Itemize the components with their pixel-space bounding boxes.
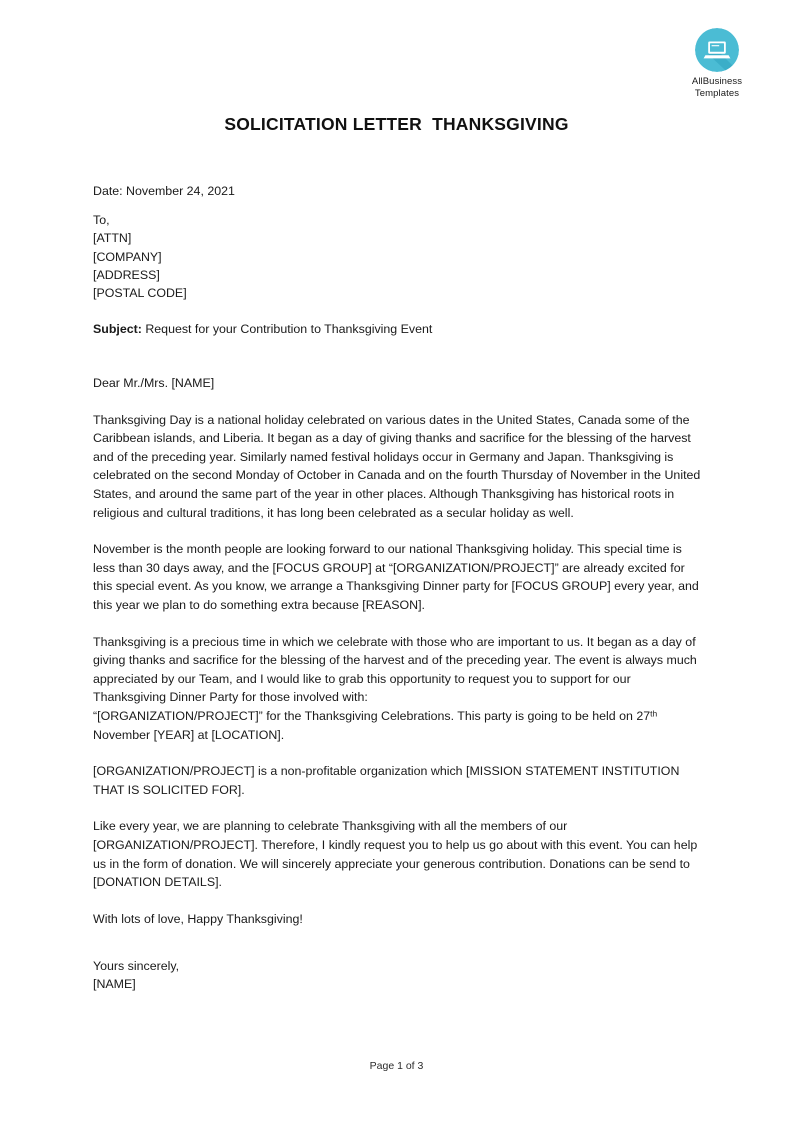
recipient-company: [COMPANY]	[93, 249, 162, 264]
spacer	[93, 393, 701, 411]
paragraph-4: [ORGANIZATION/PROJECT] is a non-profitable organization which [MISSION STATEMENT INSTITUTION THAT IS SOLICITED FOR].	[93, 764, 680, 797]
signoff: Yours sincerely,	[93, 958, 180, 973]
recipient-to: To,	[93, 213, 110, 228]
paragraph-3-part-1: Thanksgiving is a precious time in which we celebrate with those who are important to us. It began as a day of giving thanks and sacrifice for the blessing of the harvest and of the preceding year. The event is always much appreciated by our Team, and I would like to grab this opportunity to request you to support for our Thanksgiving Dinner Party for those involved with:	[93, 634, 697, 705]
paragraph-1: Thanksgiving Day is a national holiday celebrated on various dates in the United States, Canada some of the Caribbean islands, and Liberia. It began as a day of giving thanks and sacrifice for the blessing of the harvest and of the preceding year. Similarly named festival holidays occur in Germany and Japan. Thanksgiving is celebrated on the second Monday of October in Canada and on the fourth Thursday of November in the United States, and around the same part of the year in other places. Although Thanksgiving has historical roots in religious and cultural traditions, it has long been celebrated as a secular holiday as well.	[93, 412, 701, 520]
signoff-name: [NAME]	[93, 977, 136, 992]
spacer	[93, 615, 701, 633]
brand-name	[671, 76, 763, 99]
brand-logo	[671, 28, 763, 99]
closing-wish: With lots of love, Happy Thanksgiving!	[93, 911, 303, 926]
spacer	[93, 928, 701, 957]
paragraph-3-part-2b: November [YEAR] at [LOCATION].	[93, 727, 285, 742]
date-line: Date: November 24, 2021	[93, 184, 235, 198]
paragraph-5: Like every year, we are planning to celebrate Thanksgiving with all the members of our [ORGANIZATION/PROJECT]. Therefore, I kindly request you to help us go about with this event. You can help us in the form of donation. We will sincerely appreciate your generous contribution. Donations can be send to [DONATION DETAILS].	[93, 819, 698, 890]
spacer	[93, 522, 701, 540]
brand-name-line1: AllBusiness	[691, 76, 743, 87]
page-title: SOLICITATION LETTER THANKSGIVING	[224, 114, 569, 134]
spacer	[93, 338, 701, 374]
laptop-icon	[695, 28, 739, 72]
spacer	[93, 799, 701, 817]
salutation: Dear Mr./Mrs. [NAME]	[93, 376, 215, 391]
ordinal-suffix: th	[650, 708, 658, 719]
paragraph-3	[93, 633, 701, 745]
paragraph-2: November is the month people are looking forward to our national Thanksgiving holiday. This special time is less than 30 days away, and the [FOCUS GROUP] at “[ORGANIZATION/PROJECT]” are already excited for this special event. As you know, we arrange a Thanksgiving Dinner party for [FOCUS GROUP] every year, and this year we plan to do something extra because [REASON].	[93, 542, 699, 612]
spacer	[93, 200, 701, 211]
spacer	[93, 302, 701, 320]
recipient-postal-code: [POSTAL CODE]	[93, 286, 187, 301]
page-footer: Page 1 of 3	[369, 1060, 424, 1072]
recipient-address: [ADDRESS]	[93, 267, 160, 282]
brand-name-line2: Templates	[694, 87, 740, 99]
subject-line	[93, 320, 701, 338]
subject-text: Request for your Contribution to Thanksgiving Event	[141, 322, 433, 337]
spacer	[93, 744, 701, 762]
subject-label: Subject:	[93, 322, 142, 337]
spacer	[93, 892, 701, 910]
paragraph-3-part-2a: “[ORGANIZATION/PROJECT]” for the Thanksgiving Celebrations. This party is going to be held on 27	[93, 708, 651, 723]
letter-body	[93, 182, 701, 993]
recipient-attn: [ATTN]	[93, 231, 132, 246]
